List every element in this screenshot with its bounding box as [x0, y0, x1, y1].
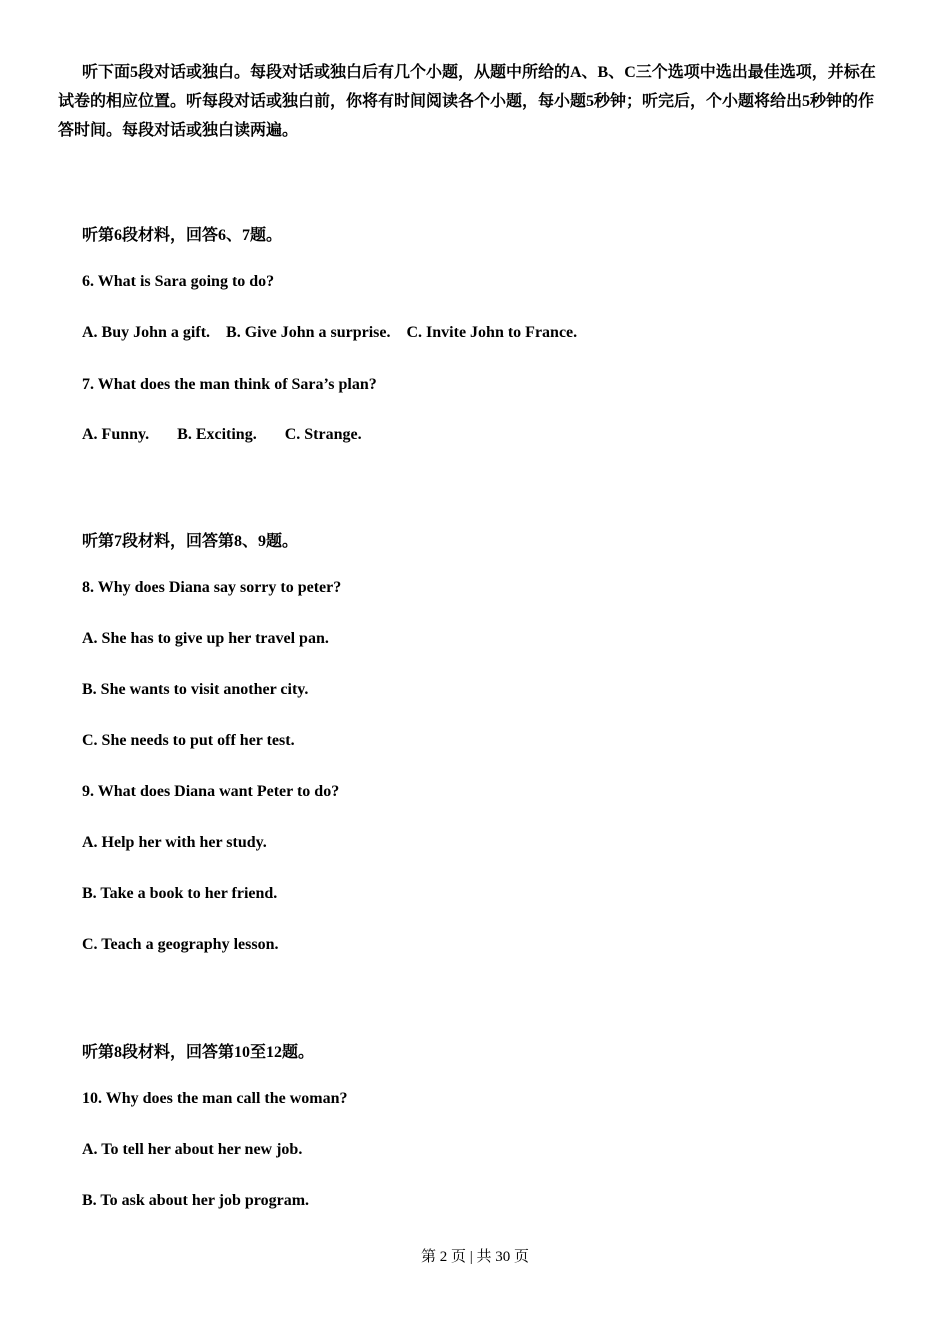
- answer-option: A. She has to give up her travel pan.: [82, 630, 329, 647]
- answer-option: A. To tell her about her new job.: [82, 1141, 303, 1158]
- question: 7. What does the man think of Sara’s plan?: [82, 376, 377, 393]
- question: 8. Why does Diana say sorry to peter?: [82, 579, 342, 596]
- answer-options: A. Funny. B. Exciting. C. Strange.: [82, 426, 362, 443]
- question: 10. Why does the man call the woman?: [82, 1090, 348, 1107]
- answer-option: A. Help her with her study.: [82, 834, 267, 851]
- answer-option: C. She needs to put off her test.: [82, 732, 295, 749]
- answer-option: C. Teach a geography lesson.: [82, 936, 279, 953]
- question: 9. What does Diana want Peter to do?: [82, 783, 340, 800]
- section-instructions: 听下面5段对话或独白。每段对话或独白后有几个小题，从题中所给的A、B、C三个选项中选出最佳选项，并标在试卷的相应位置。听每段对话或独白前，你将有时间阅读各个小题，每小题5秒钟；听完后，个小题将给出5秒钟的作答时间。每段对话或独白读两遍。: [58, 64, 876, 139]
- answer-option: B. Take a book to her friend.: [82, 885, 278, 902]
- section-heading: 听第8段材料，回答第10至12题。: [82, 1044, 315, 1061]
- answer-option: B. To ask about her job program.: [82, 1192, 310, 1209]
- section-heading: 听第6段材料，回答6、7题。: [82, 227, 283, 244]
- section-heading: 听第7段材料，回答第8、9题。: [82, 533, 299, 550]
- question: 6. What is Sara going to do?: [82, 273, 275, 290]
- page-footer: 第 2 页 | 共 30 页: [420, 1249, 529, 1265]
- answer-options: A. Buy John a gift. B. Give John a surprise. C. Invite John to France.: [82, 324, 578, 341]
- answer-option: B. She wants to visit another city.: [82, 681, 309, 698]
